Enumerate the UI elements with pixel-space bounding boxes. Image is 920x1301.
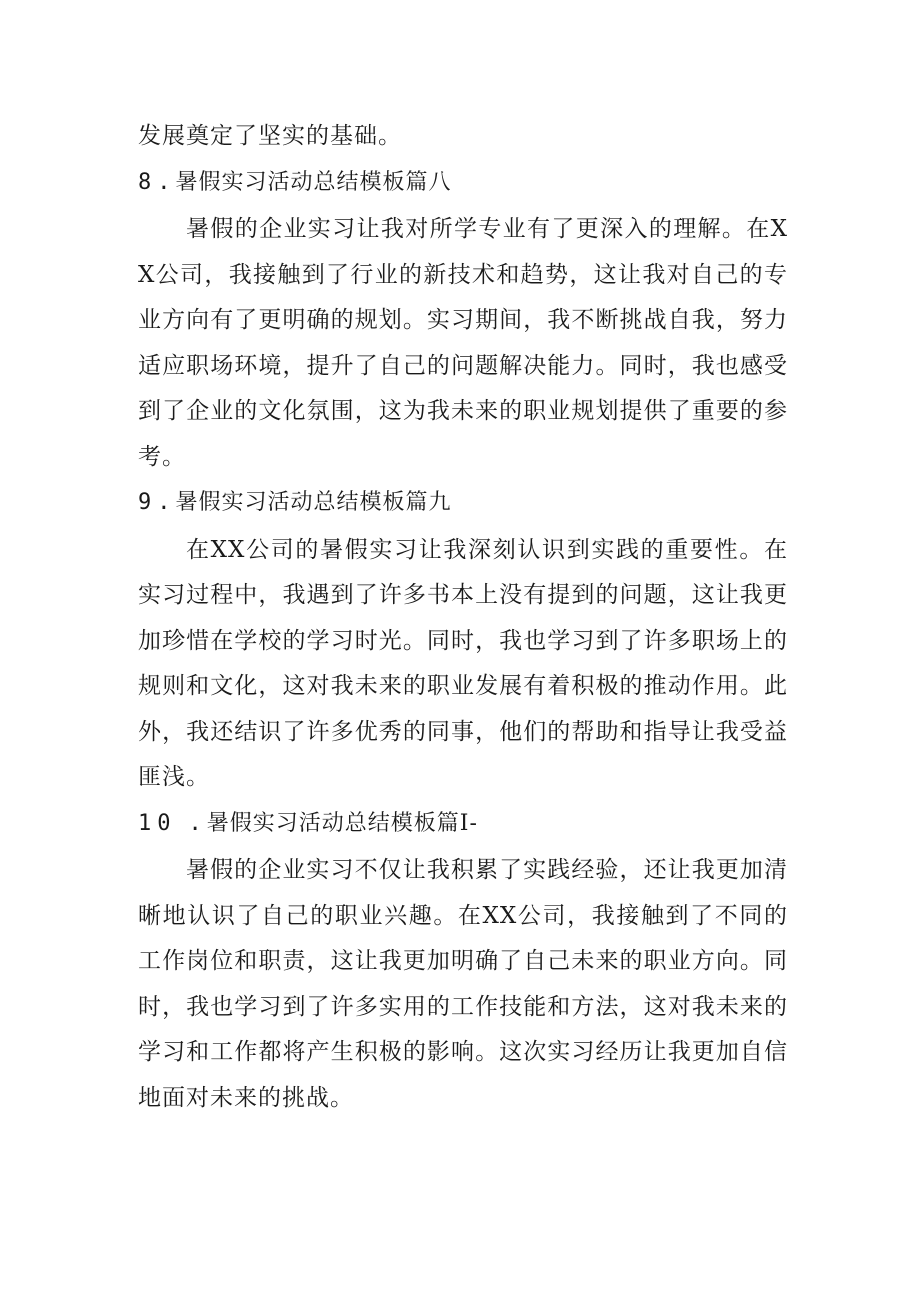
section-heading-8 [138, 160, 788, 206]
intro-paragraph: 发展奠定了坚实的基础。 [138, 123, 402, 149]
section-title: 暑假实习活动总结模板篇八 [175, 169, 452, 195]
section-title: 暑假实习活动总结模板篇I- [206, 810, 478, 836]
section-number: 8 [138, 169, 154, 195]
section-separator: . [157, 169, 172, 195]
section-body-9: 在XX公司的暑假实习让我深刻认识到实践的重要性。在实习过程中，我遇到了许多书本上没有提到的问题，这让我更加珍惜在学校的学习时光。同时，我也学习到了许多职场上的规则和文化，这对我未来的职业发展有着积极的推动作用。此外，我还结识了许多优秀的同事，他们的帮助和指导让我受益匪浅。 [138, 536, 788, 790]
section-number: 10 [138, 810, 177, 836]
section-body-10: 暑假的企业实习不仅让我积累了实践经验，还让我更加清晰地认识了自己的职业兴趣。在XX公司，我接触到了不同的工作岗位和职责，这让我更加明确了自己未来的职业方向。同时，我也学习到了许多实用的工作技能和方法，这对我未来的学习和工作都将产生积极的影响。这次实习经历让我更加自信地面对未来的挑战。 [138, 857, 788, 1111]
document-body [138, 114, 788, 1121]
section-heading-9 [138, 480, 788, 526]
section-title: 暑假实习活动总结模板篇九 [175, 490, 452, 515]
section-heading-10 [138, 801, 788, 847]
section-number: 9 [138, 490, 154, 515]
section-separator: . [157, 490, 172, 515]
section-separator: . [188, 810, 203, 836]
section-body-8: 暑假的企业实习让我对所学专业有了更深入的理解。在XX公司，我接触到了行业的新技术和趋势，这让我对自己的专业方向有了更明确的规划。实习期间，我不断挑战自我，努力适应职场环境，提升了自己的问题解决能力。同时，我也感受到了企业的文化氛围，这为我未来的职业规划提供了重要的参考。 [138, 216, 788, 470]
